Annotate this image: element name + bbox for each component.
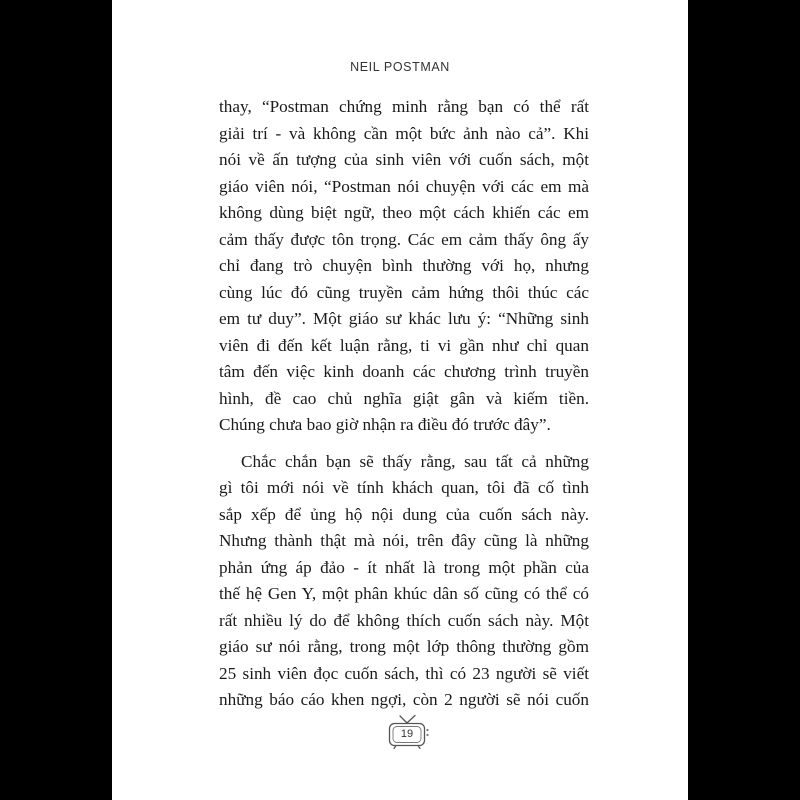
text-line: cảm thấy được tôn trọng. Các em cảm thấy ông ấy <box>219 229 589 249</box>
text-line: tâm đến việc kinh doanh các chương trình truyền <box>219 362 589 381</box>
text-line: không dùng biệt ngữ, theo một cách khiến các em <box>219 203 589 222</box>
paragraph-gap <box>219 439 589 449</box>
text-line: rất nhiều lý do để không thích cuốn sách này. Một <box>219 610 589 630</box>
body-text <box>219 94 589 714</box>
text-line: gì tôi mới nói về tính khách quan, tôi đã cố tình <box>219 478 589 497</box>
text-line: phản ứng áp đảo - ít nhất là trong một phần của <box>219 557 589 577</box>
text-line: 25 sinh viên đọc cuốn sách, thì có 23 người sẽ viết <box>219 663 589 683</box>
text-line: hình, đề cao chủ nghĩa giật gân và kiếm tiền. <box>219 388 589 408</box>
text-line: viên đi đến kết luận rằng, ti vi gần như chỉ quan <box>219 335 589 355</box>
running-head: NEIL POSTMAN <box>350 60 450 74</box>
text-line: những báo cáo khen ngợi, còn 2 người sẽ nói cuốn <box>219 690 589 709</box>
text-line: Nhưng thành thật mà nói, trên đây cũng là những <box>219 531 589 550</box>
book-page <box>112 0 688 800</box>
text-line: giáo sư nói rằng, trong một lớp thông thường gồm <box>219 637 589 656</box>
page-number: 19 <box>400 728 414 740</box>
text-line: thay, “Postman chứng minh rằng bạn có thể rất <box>219 97 589 116</box>
text-line: em tư duy”. Một giáo sư khác lưu ý: “Những sinh <box>219 309 589 328</box>
text-line: Chắc chắn bạn sẽ thấy rằng, sau tất cả những <box>241 451 589 471</box>
text-line: thế hệ Gen Y, một phân khúc dân số cũng có thể có <box>219 584 589 603</box>
page-number-badge <box>388 714 432 750</box>
text-line: giải trí - và không cần một bức ảnh nào cả”. Khi <box>219 123 589 143</box>
text-line: sắp xếp để ủng hộ nội dung của cuốn sách này. <box>219 504 589 524</box>
text-line: Chúng chưa bao giờ nhận ra điều đó trước đây”. <box>219 415 551 434</box>
text-line: nói về ấn tượng của sinh viên với cuốn sách, một <box>219 150 589 169</box>
text-line: cùng lúc đó cũng truyền cảm hứng thôi thúc các <box>219 282 589 302</box>
text-line: giáo viên nói, “Postman nói chuyện với các em mà <box>219 176 589 196</box>
text-line: chỉ đang trò chuyện bình thường với họ, nhưng <box>219 256 589 275</box>
